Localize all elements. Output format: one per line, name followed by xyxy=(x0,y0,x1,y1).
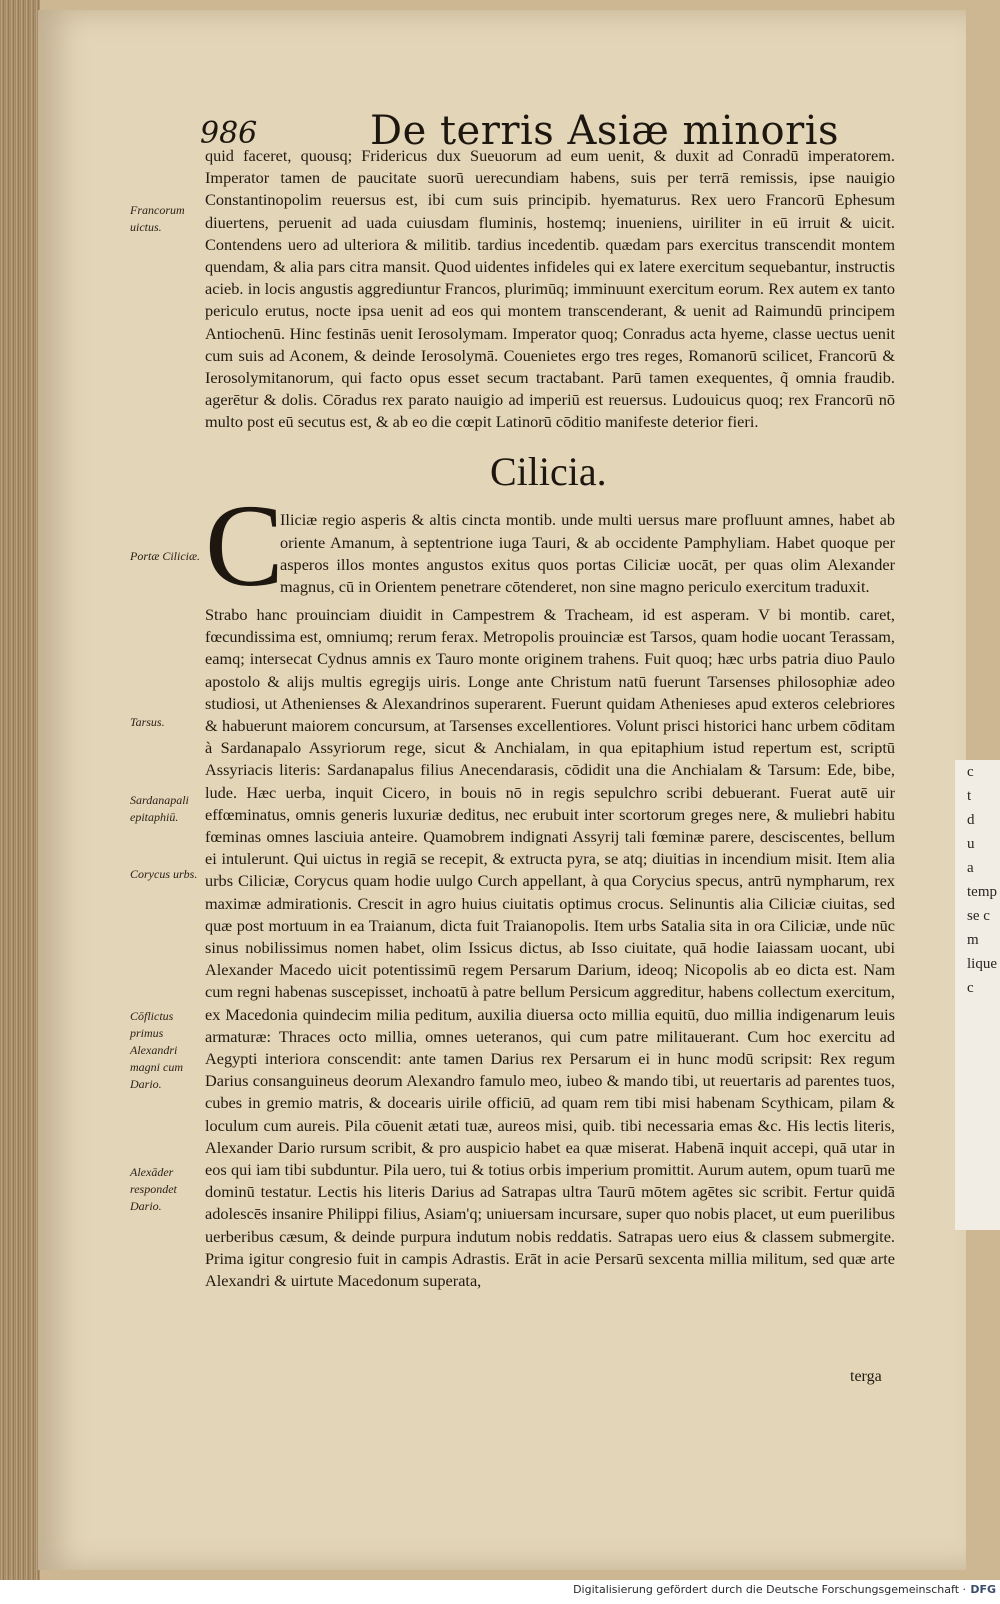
margin-note: Alexāder respondet Dario. xyxy=(130,1165,177,1213)
body-paragraph-1 xyxy=(205,145,895,434)
fragment-text: se c xyxy=(967,908,990,924)
margin-note: Tarsus. xyxy=(130,715,165,729)
margin-note: Corycus urbs. xyxy=(130,867,198,881)
footer-credit: Digitalisierung gefördert durch die Deutsche Forschungsgemeinschaft · xyxy=(573,1583,966,1596)
paragraph-text: Strabo hanc prouinciam diuidit in Campestrem & Tracheam, id est asperam. V bi montib. caret, fœcundissima est, omniumq; rerum ferax. Metropolis prouinciæ est Tarsos, quam hodie uocant Terassam, eamq; intersecat Cydnus amnis ex Tauro monte originem trahens. Fuit quoq; hæc urbs patria diuo Paulo apostolo & alijs multis egregijs uiris. Longe ante Christum natū fuerunt Tarsenses philosophiæ adeo studiosi, ut Athenienses & Alexandrinos superarent. Fuerunt quidam Athenieses apud exteros celebriores & habuerunt maiorem concursum, at Tarsenses excellentiores. Volunt prisci historici hanc urbem cōditam à Sardanapalo Assyriorum rege, sicut & Anchialam, in qua epitaphium istud repertum est, scriptū Assyriacis literis: Sardanapalus filius Anecendarasis, cōdidit una die Anchialam & Tarsum: Ede, bibe, lude. Hæc uerba, inquit Cicero, in bouis nō in regis sepulchro scribi debuerant. Fuerat autē uir effœminatus, omnis generis luxuriæ deditus, nec erubuit inter scortorum greges nere, & muliebri habitu fœminas omnes lasciuia anteire. Quamobrem indignati Assyrij tali fœminæ parere, desciscentes, bellum ei intulerunt. Qui uictus in regiā se recepit, & extructa pyra, se atq; diuitias in incendium misit. Item alia urbs Ciliciæ, Corycus quam hodie uulgo Curch appellant, à qua Corycius specus, antrū nympharum, rex maximæ admirationis. Crescit in agro huius ciuitatis optimus crocus. Selinuntis alia Ciliciæ ciuitas, sed quæ post mortuum in ea Traianum, dicta fuit Traianopolis. Item urbs Satalia sita in ora Ciliciæ, unde nūc sinus nobilissimus nomen habet, olim Issicus dictus, ab Isso ciuitate, quā hodie Iaiassam uocant, ubi Alexander Macedo uicit potentissimū regem Persarum Darium, ideoq; Nicopolis ab eo dicta est. Nam cum regni habenas suscepisset, inchoatū à patre bellum Persicum aggreditur, habens collectum exercitum, ex Macedonia quindecim milia peditum, auxilia diuersa octo millia equitū, duo millia indigenarum leuis armaturæ: Thraces octo millia, omnes ueteranos, qui cum patre militauerant. Cum hoc exercitu ad Aegypti interiora conscendit: ante tamen Darius rex Persarum ei in hunc modū scripsit: Rex regum Darius consanguineus deorum Alexandro famulo meo, iubeo & mando tibi, ut reuertaris ad parentes tuos, cubes in gremio matris, & docearis uirile officiū, ad quam rem tibi misi habenam Scythicam, pilam & loculum cum aureis. Pila cōuenit ætati tuæ, aureos misi, quib. tibi necessaria emas &c. His lectis literis, Alexander Dario rursum scribit, & pro auspicio habet ea quæ miserat. Habenā inquit accepi, quā utar in eos qui iam tibi subduntur. Pila uero, tui & totius orbis imperium promittit. Aurum autem, opum tuarū me dominū testatur. Lectis his literis Darius ad Satrapas ultra Taurū mōtem agētes sic scribit. Fertur quidā adolescēs insanire Philippi filius, Asiam'q; uniuersam incursare, super quo nobis placet, ut eum puerilibus uerberibus cæsum, & deinde purpura indutum nobis reddatis. Satrapas uero eius & classem submergite. Prima igitur congresio fuit in campis Adrastis. Erāt in acie Persarū sexcenta millia militum, sed quæ arte Alexandri & uirtute Macedonum superata, xyxy=(205,605,895,1291)
fragment-text: u xyxy=(967,836,975,852)
drop-cap: C xyxy=(205,480,284,611)
margin-note: Portæ Ciliciæ. xyxy=(130,549,201,563)
fragment-text: c xyxy=(967,764,974,780)
fragment-text: m xyxy=(967,932,979,948)
book-page-edges xyxy=(0,0,40,1580)
fragment-text: t xyxy=(967,788,972,804)
fragment-text: d xyxy=(967,812,975,828)
fragment-text: temp xyxy=(967,884,997,900)
dfg-logo-icon: DFG xyxy=(970,1583,996,1596)
margin-note: Cōflictus primus Alexandri magni cum Dario. xyxy=(130,1009,183,1091)
page-number: 986 xyxy=(200,116,258,151)
fragment-text: c xyxy=(967,980,974,996)
margin-note: Francorum uictus. xyxy=(130,203,185,234)
paragraph-text: Iliciæ regio asperis & altis cincta montib. unde multi uersus mare profluunt amnes, habet ab oriente Amanum, à septentrione iuga Tauri, & ab occidente Pamphyliam. Habet quoque per asperos illos montes angustos exitus quos portas Ciliciæ uocāt, per quas olim Alexander magnus, cū in Orientem penetrare cōtenderet, non sine magno periculo exercitum traduxit. xyxy=(280,510,895,596)
margin-note: Sardanapali epitaphiū. xyxy=(130,793,189,824)
running-title: De terris Asiæ minoris xyxy=(370,108,840,154)
body-paragraph-2-rest xyxy=(205,604,895,1292)
adjacent-page-fragment xyxy=(955,760,1000,1230)
body-paragraph-2-intro xyxy=(280,493,895,614)
section-heading: Cilicia. xyxy=(490,449,607,494)
catchword: terga xyxy=(850,1368,882,1385)
fragment-text: lique xyxy=(967,956,997,972)
fragment-text: a xyxy=(967,860,974,876)
paragraph-text: quid faceret, quousq; Fridericus dux Sueuorum ad eum uenit, & duxit ad Conradū imperatorem. Imperator tamen de paucitate suorū uerecundiam habens, suis per terrā remissis, ipse nauigio Constantinopolim reuersus est, ibi cum suis principib. hyematurus. Rex uero Francorū Ephesum diuertens, peruenit ad uada cuiusdam fluminis, hostemq; inueniens, uiriliter in eū irruit & uicit. Contendens uero ad ulteriora & militib. tardius incedentib. quædam pars exercitus transcendit montem quendam, & alia pars citra mansit. Quod uidentes infideles qui ex latere exercitum sequebantur, instructis acieb. in locis angustis aggrediuntur Francos, plurimūq; imminuunt exercitum eorum. Rex autem ex tanto periculo erutus, nocte ipsa uenit ad eos qui montem transcenderant, & uenit ad Raimundū principem Antiochenū. Hinc festinās uenit Ierosolymam. Imperator quoq; Conradus acta hyeme, classe uectus uenit cum suis ad Aconem, & deinde Ierosolymā. Couenietes ergo tres reges, Romanorū scilicet, Francorū & Ierosolymitanorum, qui facto opus esset secum tractabant. Parū tamen exequentes, q̃ omnia fraudib. agerētur & dolis. Cōradus rex parato nauigio ad imperiū est reuersus. Ludouicus quoq; rex Francorū nō multo post eū secutus est, & ab eo die cœpit Latinorū cōditio manifeste deterior fieri. xyxy=(205,146,895,432)
